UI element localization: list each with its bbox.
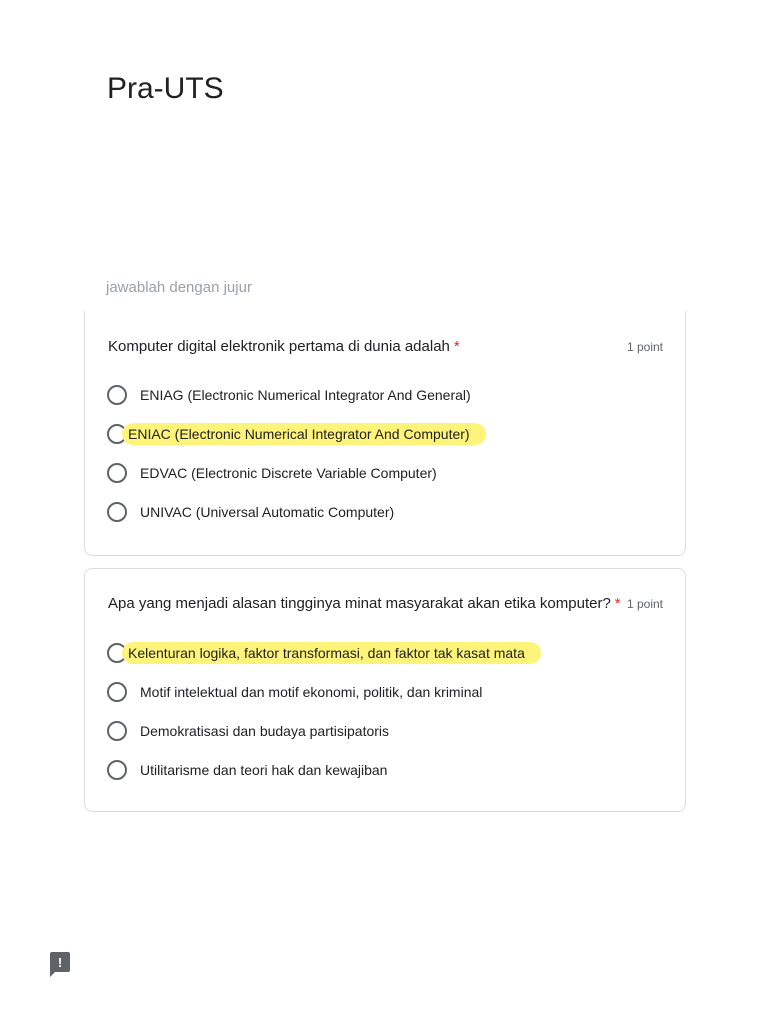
- option-label-highlighted: ENIAC (Electronic Numerical Integrator And Computer): [122, 423, 486, 445]
- radio-button[interactable]: [107, 502, 127, 522]
- form-title: Pra-UTS: [107, 72, 224, 105]
- required-asterisk: *: [453, 338, 460, 355]
- radio-option[interactable]: [107, 501, 394, 523]
- question-points: 1 point: [626, 340, 663, 354]
- report-feedback-icon: !: [57, 954, 63, 970]
- question-header: [108, 595, 663, 612]
- option-label: Motif intelektual dan motif ekonomi, politik, dan kriminal: [140, 684, 483, 700]
- report-feedback-button[interactable]: [50, 952, 70, 972]
- required-asterisk: *: [614, 595, 621, 612]
- question-title: [108, 338, 460, 355]
- option-label-highlighted: Kelenturan logika, faktor transformasi, dan faktor tak kasat mata: [122, 642, 541, 664]
- question-title: [108, 595, 621, 612]
- option-label: Demokratisasi dan budaya partisipatoris: [140, 723, 390, 739]
- radio-button[interactable]: [107, 682, 127, 702]
- radio-button[interactable]: [107, 463, 127, 483]
- radio-button[interactable]: [107, 760, 127, 780]
- radio-option[interactable]: [107, 462, 437, 484]
- question-text: Apa yang menjadi alasan tingginya minat masyarakat akan etika komputer?: [108, 595, 611, 612]
- option-label: ENIAG (Electronic Numerical Integrator And General): [140, 387, 471, 403]
- radio-option[interactable]: [107, 642, 525, 664]
- radio-option[interactable]: [107, 720, 389, 742]
- radio-option[interactable]: [107, 384, 471, 406]
- radio-button[interactable]: [107, 385, 127, 405]
- radio-option[interactable]: [107, 423, 470, 445]
- question-text: Komputer digital elektronik pertama di dunia adalah: [108, 338, 450, 355]
- option-label: Utilitarisme dan teori hak dan kewajiban: [140, 762, 388, 778]
- question-header: [108, 338, 663, 355]
- question-card-2: [84, 568, 686, 812]
- option-label: EDVAC (Electronic Discrete Variable Computer): [140, 465, 437, 481]
- radio-option[interactable]: [107, 681, 482, 703]
- question-points: 1 point: [626, 597, 663, 611]
- form-description: jawablah dengan jujur: [106, 279, 252, 296]
- radio-button[interactable]: [107, 721, 127, 741]
- question-card-1: [84, 311, 686, 556]
- radio-option[interactable]: [107, 759, 387, 781]
- option-label: UNIVAC (Universal Automatic Computer): [140, 504, 395, 520]
